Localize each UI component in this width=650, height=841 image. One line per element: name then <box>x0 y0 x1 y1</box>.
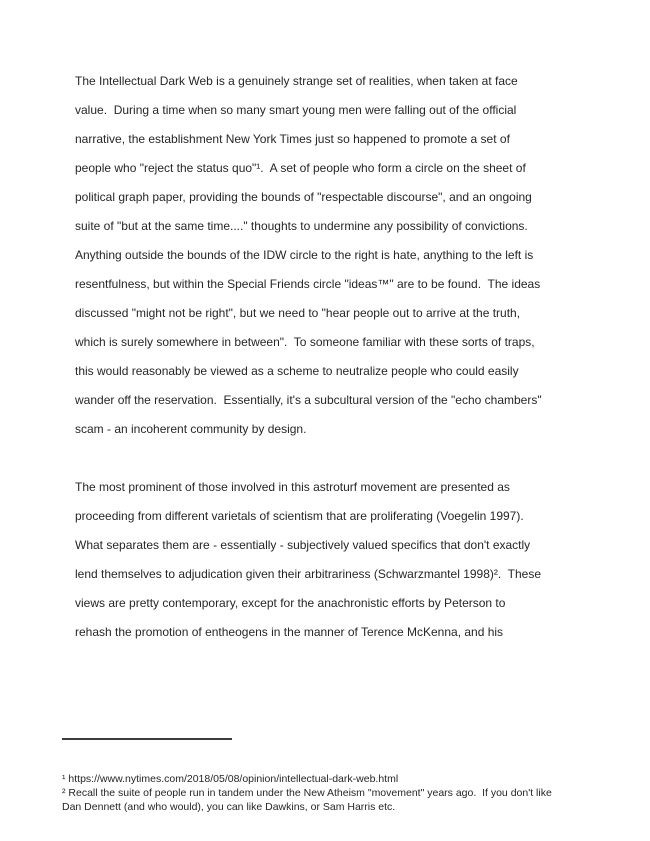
text-line: discussed "might not be right", but we need to "hear people out to arrive at the truth, <box>75 306 521 320</box>
footnote-lines <box>62 772 552 814</box>
text-line: The Intellectual Dark Web is a genuinely strange set of realities, when taken at face <box>75 74 518 88</box>
text-line: narrative, the establishment New York Times just so happened to promote a set of <box>75 132 510 146</box>
footnote-line: ² Recall the suite of people run in tandem under the New Atheism "movement" years ago. If you don't like <box>62 787 552 799</box>
text-line: value. During a time when so many smart young men were falling out of the official <box>75 103 517 117</box>
text-line: this would reasonably be viewed as a scheme to neutralize people who could easily <box>75 364 519 378</box>
footnote-line: Dan Dennett (and who would), you can like Dawkins, or Sam Harris etc. <box>62 801 396 813</box>
text-line: political graph paper, providing the bounds of "respectable discourse", and an ongoing <box>75 190 532 204</box>
text-line: scam - an incoherent community by design. <box>75 422 307 436</box>
text-line: wander off the reservation. Essentially, it's a subcultural version of the "echo chambers" <box>75 393 542 407</box>
text-line: The most prominent of those involved in this astroturf movement are presented as <box>75 480 510 494</box>
paragraph <box>75 473 542 647</box>
text-line: which is surely somewhere in between". To someone familiar with these sorts of traps, <box>75 335 535 349</box>
body-text <box>75 67 542 647</box>
footnote-separator-rule <box>62 738 232 740</box>
text-line: rehash the promotion of entheogens in the manner of Terence McKenna, and his <box>75 625 504 639</box>
text-line: people who "reject the status quo"¹. A set of people who form a circle on the sheet of <box>75 161 526 175</box>
text-line: proceeding from different varietals of scientism that are proliferating (Voegelin 1997). <box>75 509 524 523</box>
text-line: Anything outside the bounds of the IDW circle to the right is hate, anything to the left is <box>75 248 534 262</box>
footnote-line: ¹ https://www.nytimes.com/2018/05/08/opinion/intellectual-dark-web.html <box>62 773 399 785</box>
text-line: What separates them are - essentially - subjectively valued specifics that don't exactly <box>75 538 531 552</box>
footnote-area <box>62 710 552 841</box>
text-line: suite of "but at the same time...." thoughts to undermine any possibility of convictions. <box>75 219 528 233</box>
text-line: lend themselves to adjudication given their arbitrariness (Schwarzmantel 1998)². These <box>75 567 542 581</box>
paragraph <box>75 67 542 444</box>
text-line: resentfulness, but within the Special Friends circle "ideas™" are to be found. The ideas <box>75 277 541 291</box>
text-line: views are pretty contemporary, except for the anachronistic efforts by Peterson to <box>75 596 506 610</box>
